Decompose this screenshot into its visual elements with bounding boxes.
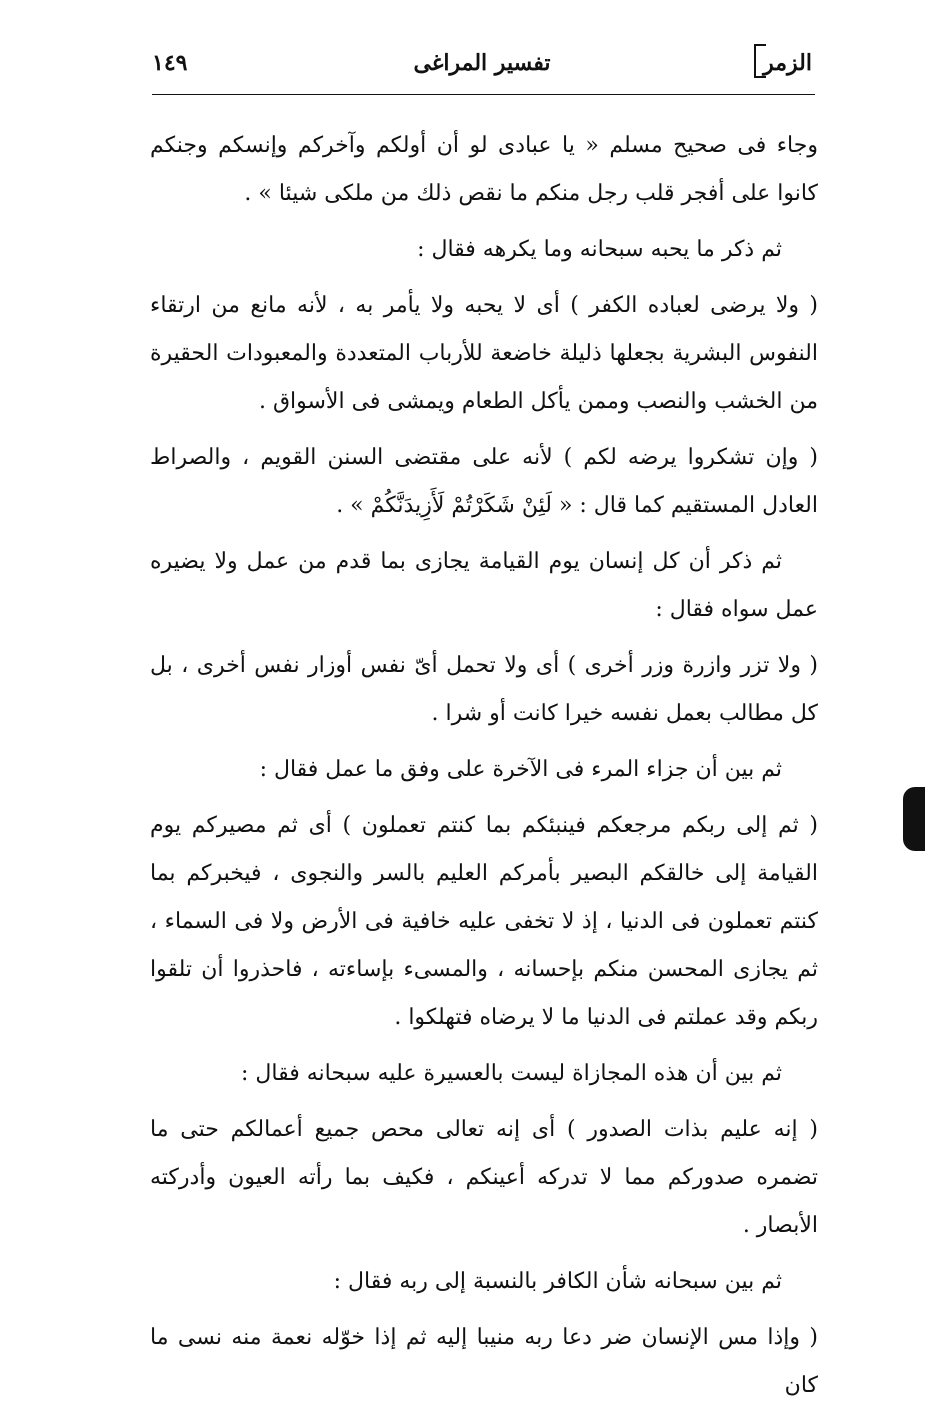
- page-header: [152, 44, 812, 92]
- paragraph: ( إنه عليم بذات الصدور ) أى إنه تعالى محص جميع أعمالكم حتى ما تضمره صدوركم مما لا تدركه أعينكم ، فكيف بما رأته العيون وأدركته الأبصار .: [150, 1117, 818, 1238]
- paragraph: ( ثم إلى ربكم مرجعكم فينبئكم بما كنتم تعملون ) أى ثم مصيركم يوم القيامة إلى خالقكم البصير بأمركم العليم بالسر والنجوى ، فيخبركم بما كنتم تعملون فى الدنيا ، إذ لا تخفى عليه خافية فى الأرض ولا فى السماء ، ثم يجازى المحسن منكم بإحسانه ، والمسىء بإساءته ، فاحذروا أن تلقوا ربكم وقد عملتم فى الدنيا ما لا يرضاه فتهلكوا .: [150, 813, 818, 1030]
- header-divider: [152, 94, 815, 95]
- header-bracket: [754, 44, 766, 78]
- paragraph: ثم بين أن جزاء المرء فى الآخرة على وفق ما عمل فقال :: [259, 757, 782, 782]
- paragraph: ثم ذكر ما يحبه سبحانه وما يكرهه فقال :: [417, 237, 782, 262]
- paragraph: ( ولا تزر وازرة وزر أخرى ) أى ولا تحمل أىّ نفس أوزار نفس أخرى ، بل كل مطالب بعمل نفسه خيرا كانت أو شرا .: [150, 653, 818, 726]
- paragraph: ( وإن تشكروا يرضه لكم ) لأنه على مقتضى السنن القويم ، والصراط العادل المستقيم كما قال : « لَئِنْ شَكَرْتُمْ لَأَزِيدَنَّكُمْ » .: [150, 445, 818, 518]
- paragraph: ثم ذكر أن كل إنسان يوم القيامة يجازى بما قدم من عمل ولا يضيره عمل سواه فقال :: [150, 549, 818, 622]
- paragraph: وجاء فى صحيح مسلم « يا عبادى لو أن أولكم وآخركم وإنسكم وجنكم كانوا على أفجر قلب رجل منكم ما نقص ذلك من ملكى شيئا » .: [150, 133, 818, 206]
- book-title: تفسير المراغى: [413, 50, 551, 76]
- paragraph: ثم بين أن هذه المجازاة ليست بالعسيرة عليه سبحانه فقال :: [241, 1061, 782, 1086]
- paragraph: ( ولا يرضى لعباده الكفر ) أى لا يحبه ولا يأمر به ، لأنه مانع من ارتقاء النفوس البشرية بجعلها ذليلة خاضعة للأرباب المتعددة والمعبودات الحقيرة من الخشب والنصب وممن يأكل الطعام ويمشى فى الأسواق .: [150, 293, 818, 414]
- body-text: [150, 122, 818, 1418]
- surah-name: الزمر: [763, 50, 812, 76]
- paragraph: ثم بين سبحانه شأن الكافر بالنسبة إلى ربه فقال :: [333, 1269, 782, 1294]
- page-tab-mark: [903, 787, 925, 851]
- page-number: ١٤٩: [152, 50, 188, 76]
- paragraph: ( وإذا مس الإنسان ضر دعا ربه منيبا إليه ثم إذا خوّله نعمة منه نسى ما كان: [150, 1325, 819, 1398]
